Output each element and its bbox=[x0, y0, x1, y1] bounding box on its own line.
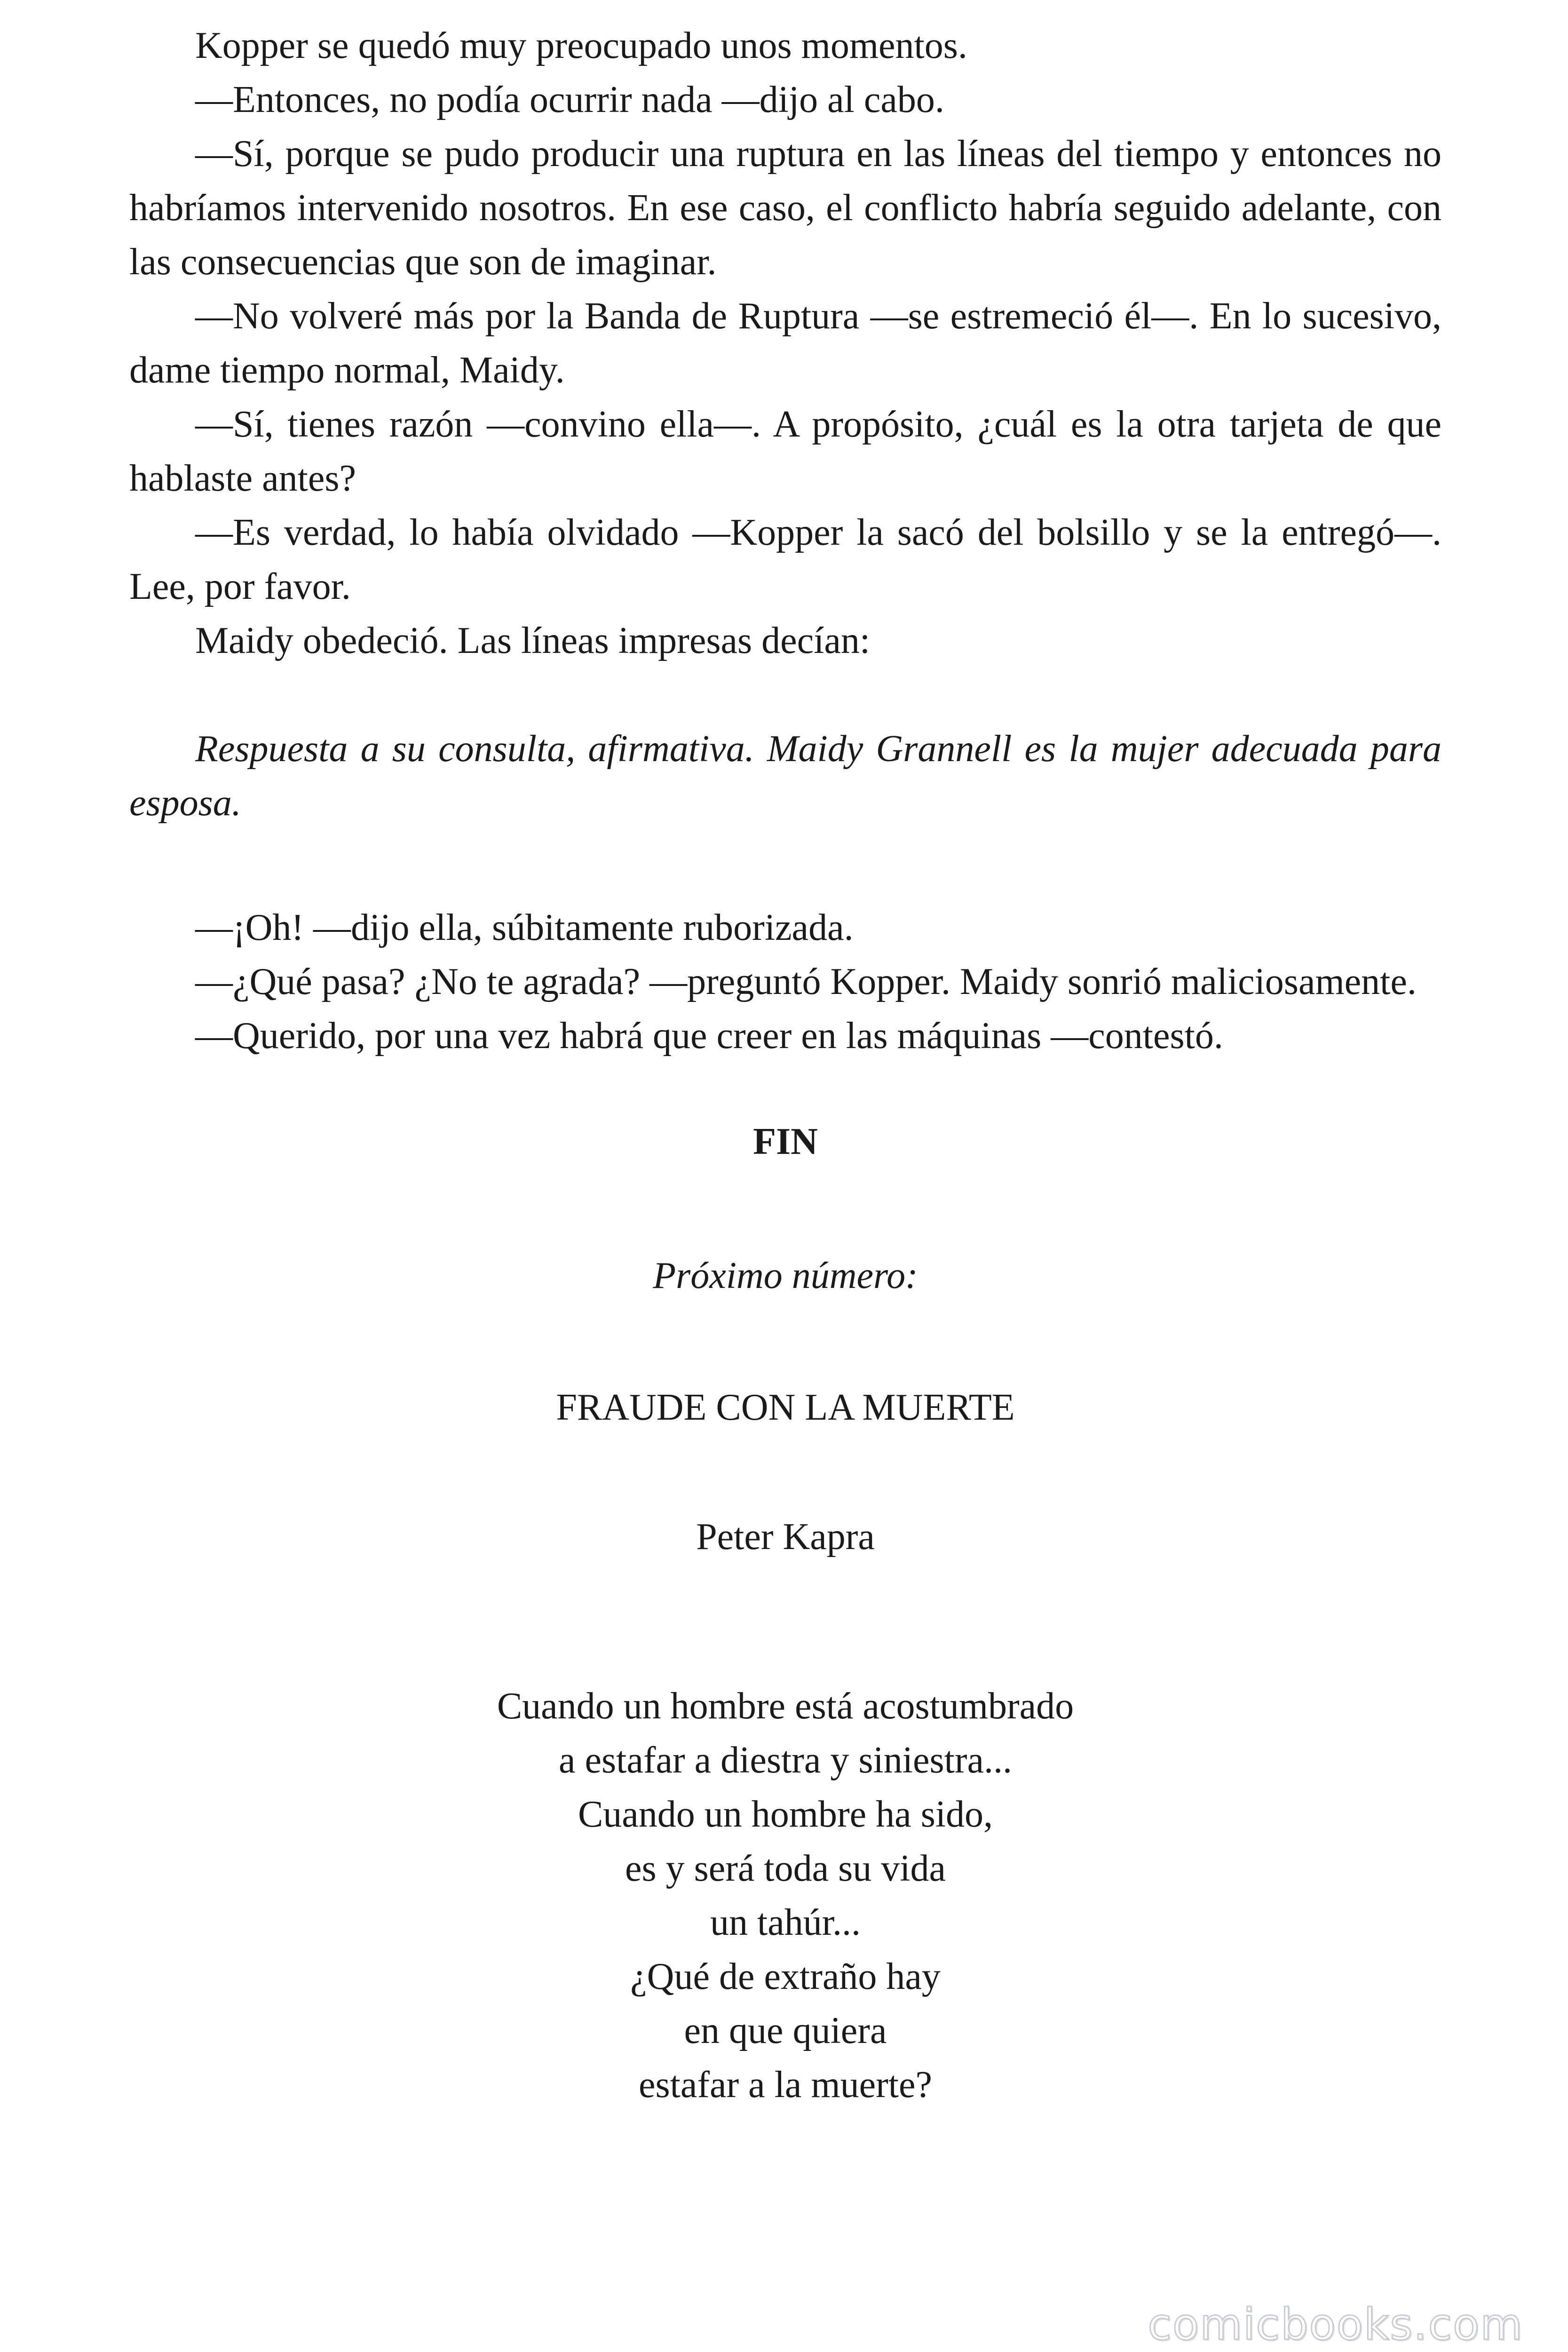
next-issue-label: Próximo número: bbox=[653, 1255, 918, 1296]
closing-paragraph-1: —¡Oh! —dijo ella, súbitamente ruborizada. bbox=[195, 907, 854, 948]
paragraph-6: —Es verdad, lo había olvidado —Kopper la sacó del bolsillo y se la entregó—. Lee, por favor. bbox=[129, 512, 1441, 607]
blurb-line: es y será toda su vida bbox=[625, 1848, 946, 1889]
next-issue-title: FRAUDE CON LA MUERTE bbox=[556, 1387, 1015, 1428]
card-text: Respuesta a su consulta, afirmativa. Maidy Grannell es la mujer adecuada para esposa. bbox=[129, 728, 1441, 824]
blurb-line: ¿Qué de extraño hay bbox=[630, 1956, 941, 1997]
blurb-line: un tahúr... bbox=[710, 1902, 861, 1943]
closing-paragraph-2: —¿Qué pasa? ¿No te agrada? —preguntó Kopper. Maidy sonrió maliciosamente. bbox=[195, 961, 1417, 1002]
blurb-line: Cuando un hombre ha sido, bbox=[578, 1794, 993, 1835]
blurb-line: Cuando un hombre está acostumbrado bbox=[497, 1685, 1074, 1727]
blurb-line: en que quiera bbox=[684, 2010, 887, 2051]
spacer bbox=[129, 830, 1441, 901]
closing-paragraph-3: —Querido, por una vez habrá que creer en las máquinas —contestó. bbox=[195, 1015, 1223, 1057]
next-issue-author: Peter Kapra bbox=[696, 1516, 875, 1557]
end-label: FIN bbox=[753, 1121, 818, 1162]
watermark: comicbooks.com bbox=[1148, 2299, 1523, 2350]
blurb-line: a estafar a diestra y siniestra... bbox=[558, 1740, 1013, 1781]
paragraph-3: —Sí, porque se pudo producir una ruptura en las líneas del tiempo y entonces no habríamos intervenido nosotros. En ese caso, el conflicto habría seguido adelante, con las consecuencias que son de imaginar. bbox=[129, 133, 1441, 283]
paragraph-5: —Sí, tienes razón —convino ella—. A propósito, ¿cuál es la otra tarjeta de que hablaste antes? bbox=[129, 404, 1441, 499]
paragraph-7: Maidy obedeció. Las líneas impresas decían: bbox=[195, 620, 871, 661]
blurb-line: estafar a la muerte? bbox=[638, 2064, 933, 2106]
next-issue-blurb bbox=[129, 1679, 1441, 2112]
paragraph-1: Kopper se quedó muy preocupado unos momentos. bbox=[195, 25, 967, 66]
paragraph-4: —No volveré más por la Banda de Ruptura —se estremeció él—. En lo sucesivo, dame tiempo normal, Maidy. bbox=[129, 295, 1441, 391]
paragraph-2: —Entonces, no podía ocurrir nada —dijo al cabo. bbox=[195, 79, 944, 120]
spacer bbox=[129, 668, 1441, 722]
page-content bbox=[129, 19, 1441, 2112]
